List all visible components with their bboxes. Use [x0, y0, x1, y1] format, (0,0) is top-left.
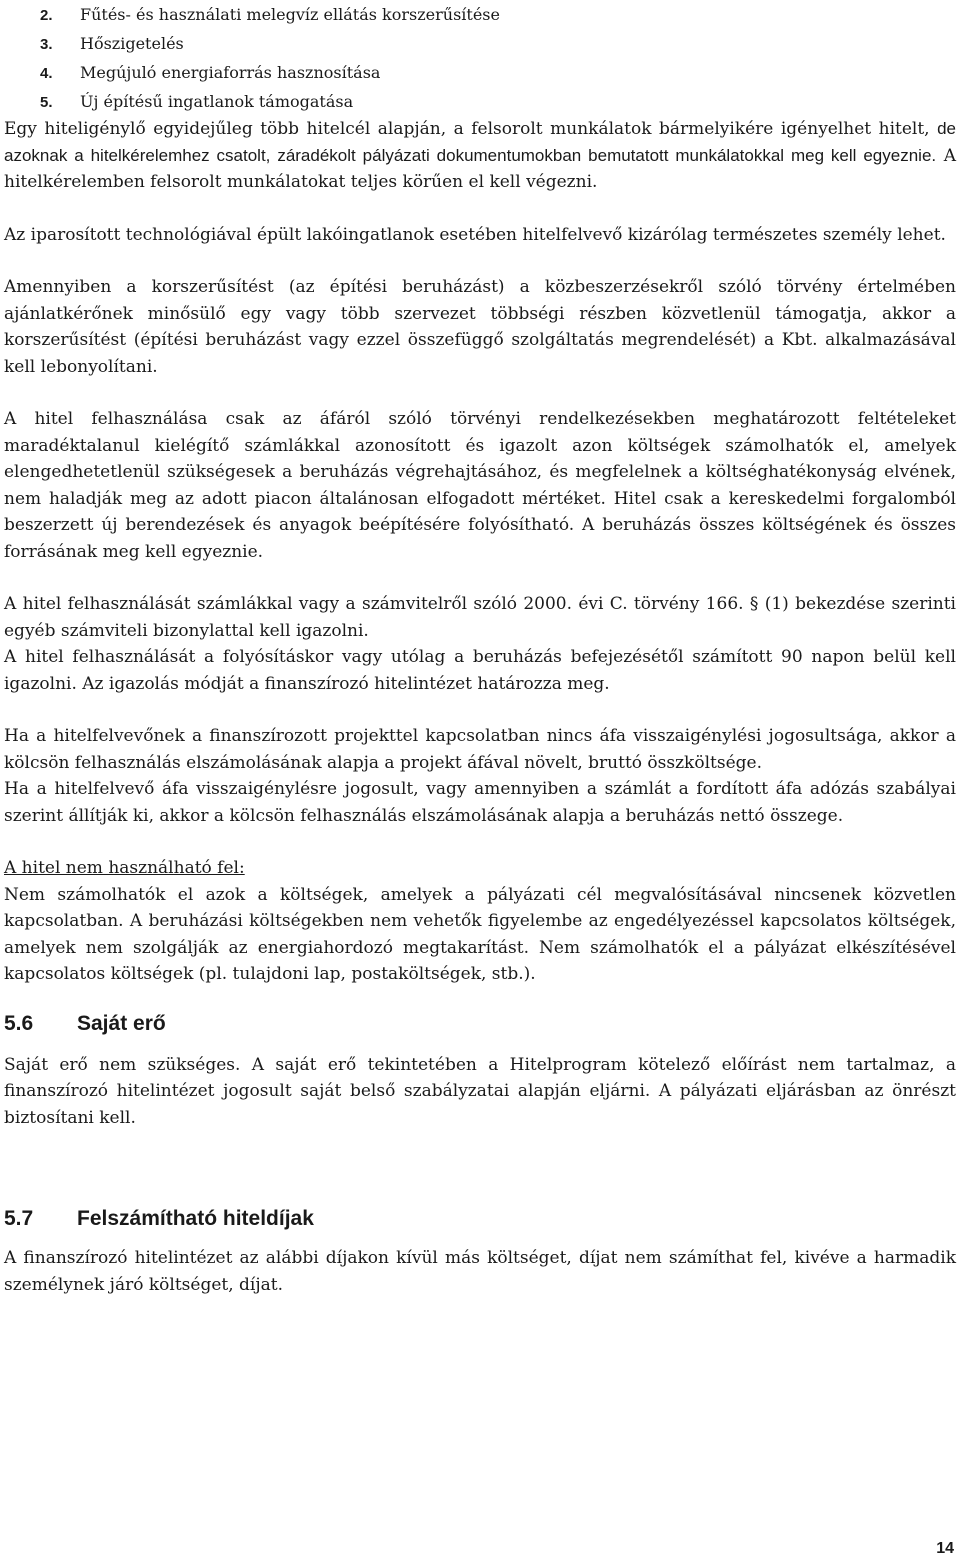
- list-number: 2.: [40, 7, 53, 24]
- list-number: 5.: [40, 94, 53, 111]
- list-item: [40, 87, 956, 116]
- section-heading-5-7: 5.7 Felszámítható hiteldíjak: [4, 1207, 314, 1230]
- section-heading-5-6: 5.6 Saját erő: [4, 1011, 166, 1035]
- list-text: Fűtés- és használati melegvíz ellátás korszerűsítése: [80, 5, 500, 24]
- list-item: [40, 0, 956, 29]
- not-usable-heading: A hitel nem használható fel:: [4, 858, 245, 878]
- paragraph-vat-reclaimable: Ha a hitelfelvevő áfa visszaigénylésre jogosult, vagy amennyiben a számlát a fordított áfa adózás szabályai szerint állítják ki, akkor a kölcsön felhasználás elszámolásának alapja a beruházás nettó összege.: [4, 779, 956, 826]
- work-type-list: [4, 0, 956, 116]
- page-number: 14: [936, 1540, 954, 1557]
- paragraph-invoice-proof: A hitel felhasználását számlákkal vagy a számvitelről szóló 2000. évi C. törvény 166. § (1) bekezdése szerinti egyéb számviteli bizonylattal kell igazolni.: [4, 594, 956, 641]
- paragraph-not-usable: Nem számolhatók el azok a költségek, amelyek a pályázati cél megvalósításával nincsenek közvetlen kapcsolatban. A beruházási költségekben nem vehetők figyelembe az engedélyezéssel kapcsolatos költségek, amelyek nem szolgálják az energiahordozó megtakarítást. Nem számolhatók el a pályázat elkészítésével kapcsolatos költségek (pl. tulajdoni lap, postaköltségek, stb.).: [4, 884, 956, 984]
- paragraph-own-funds: Saját erő nem szükséges. A saját erő tekintetében a Hitelprogram kötelező előírást nem tartalmaz, a finanszírozó hitelintézet jogosult saját belső szabályzatai alapján eljárni. A pályázati eljárásban az önrészt biztosítani kell.: [4, 1054, 956, 1128]
- list-number: 3.: [40, 36, 53, 53]
- document-page: [4, 0, 956, 1298]
- paragraph-vat-not-reclaimable: Ha a hitelfelvevőnek a finanszírozott projekttel kapcsolatban nincs áfa visszaigénylési jogosultsága, akkor a kölcsön felhasználás elszámolásának alapja a projekt áfával növelt, bruttó összköltsége.: [4, 726, 956, 773]
- list-item: [40, 29, 956, 58]
- list-item: [40, 58, 956, 87]
- paragraph-multiple-purposes: Egy hiteligénylő egyidejűleg több hitelcél alapján, a felsorolt munkálatok bármelyikére igényelhet hitelt, de azoknak a hitelkérelemhez csatolt, záradékolt pályázati dokumentumokban bemutatott munkálatokkal meg kell egyeznie. A hitelkérelemben felsorolt munkálatokat teljes körűen el kell végezni.: [4, 119, 956, 192]
- paragraph-chargeable-fees: A finanszírozó hitelintézet az alábbi díjakon kívül más költséget, díjat nem számíthat fel, kivéve a harmadik személynek járó költséget, díjat.: [4, 1248, 956, 1295]
- paragraph-proof-deadline: A hitel felhasználását a folyósításkor vagy utólag a beruházás befejezésétől számított 90 napon belül kell igazolni. Az igazolás módját a finanszírozó hitelintézet határozza meg.: [4, 647, 956, 694]
- paragraph-public-procurement: Amennyiben a korszerűsítést (az építési beruházást) a közbeszerzésekről szóló törvény értelmében ajánlatkérőnek minősülő egy vagy több szervezet többségi részben közvetlenül támogatja, akkor a korszerűsítést (építési beruházást vagy ezzel összefüggő szolgáltatás megrendelését) a Kbt. alkalmazásával kell lebonyolítani.: [4, 277, 956, 377]
- list-text: Új építésű ingatlanok támogatása: [80, 92, 354, 111]
- list-number: 4.: [40, 65, 53, 82]
- list-text: Hőszigetelés: [80, 34, 184, 53]
- list-text: Megújuló energiaforrás hasznosítása: [80, 63, 381, 82]
- paragraph-loan-usage: A hitel felhasználása csak az áfáról szóló törvényi rendelkezésekben meghatározott feltételeket maradéktalanul kielégítő számlákkal azonosított és igazolt azon költségek számolhatók el, amelyek elengedhetetlenül szükségesek a beruházás végrehajtásához, és megfelelnek a költséghatékonyság elvének, nem haladják meg az adott piacon általánosan elfogadott mértéket. Hitel csak a kereskedelmi forgalomból beszerzett új berendezések és anyagok beépítésére folyósítható. A beruházás összes költségének és összes forrásának meg kell egyeznie.: [4, 409, 956, 562]
- paragraph-industrial-technology: Az iparosított technológiával épült lakóingatlanok esetében hitelfelvevő kizárólag természetes személy lehet.: [4, 224, 946, 245]
